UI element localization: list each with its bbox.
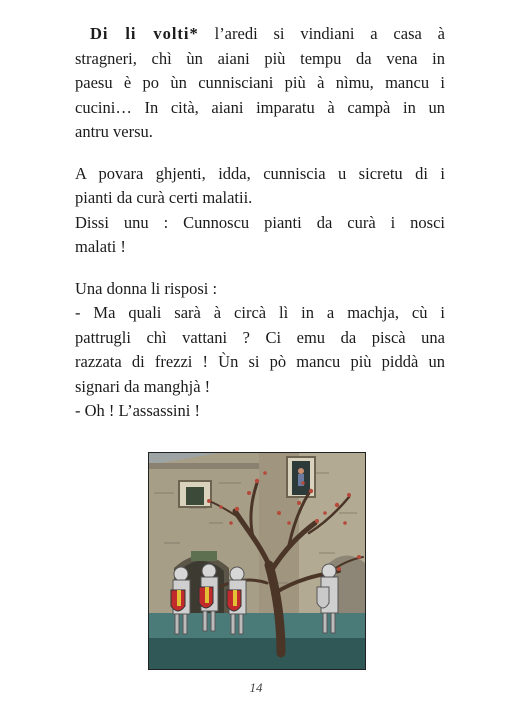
story-illustration (148, 452, 366, 670)
text-line: malati ! (75, 237, 126, 256)
text-line: pianti da curà certi malatii. (75, 188, 253, 207)
text-line: Una donna li risposi : (75, 278, 218, 298)
story-text (75, 22, 445, 441)
page-number: 14 (249, 680, 263, 695)
text-line: pattrugli chì vattani ? Ci emu da piscà una (75, 327, 445, 347)
text-line: - Ma quali sarà à circà lì in a machja, cù i (75, 303, 445, 322)
text-line: cucini… In cità, aiani imparatu à campà in un (75, 97, 445, 117)
paragraph-3 (75, 277, 445, 424)
text-line: stragneri, chì ùn aiani più tempu da vena in (75, 48, 445, 68)
text-line: razzata di frezzi ! Ùn si pò mancu più piddà un (75, 352, 445, 371)
text-span: l’aredi si vindiani a casa à (198, 24, 445, 43)
text-line: paesu è po ùn cunnisciani più à nìmu, mancu i (75, 73, 445, 92)
text-line: signari da manghjà ! (75, 376, 211, 396)
text-line: A povara ghjenti, idda, cunniscia u sicretu di i (75, 163, 445, 183)
paragraph-1 (75, 22, 445, 145)
paragraph-2 (75, 162, 445, 260)
bold-lead: Di li volti* (90, 24, 199, 43)
text-line: antru versu. (75, 122, 153, 141)
text-line: Dissi unu : Cunnoscu pianti da curà i nosci (75, 212, 445, 232)
text-line (75, 22, 445, 47)
text-line: - Oh ! L’assassini ! (75, 401, 200, 420)
